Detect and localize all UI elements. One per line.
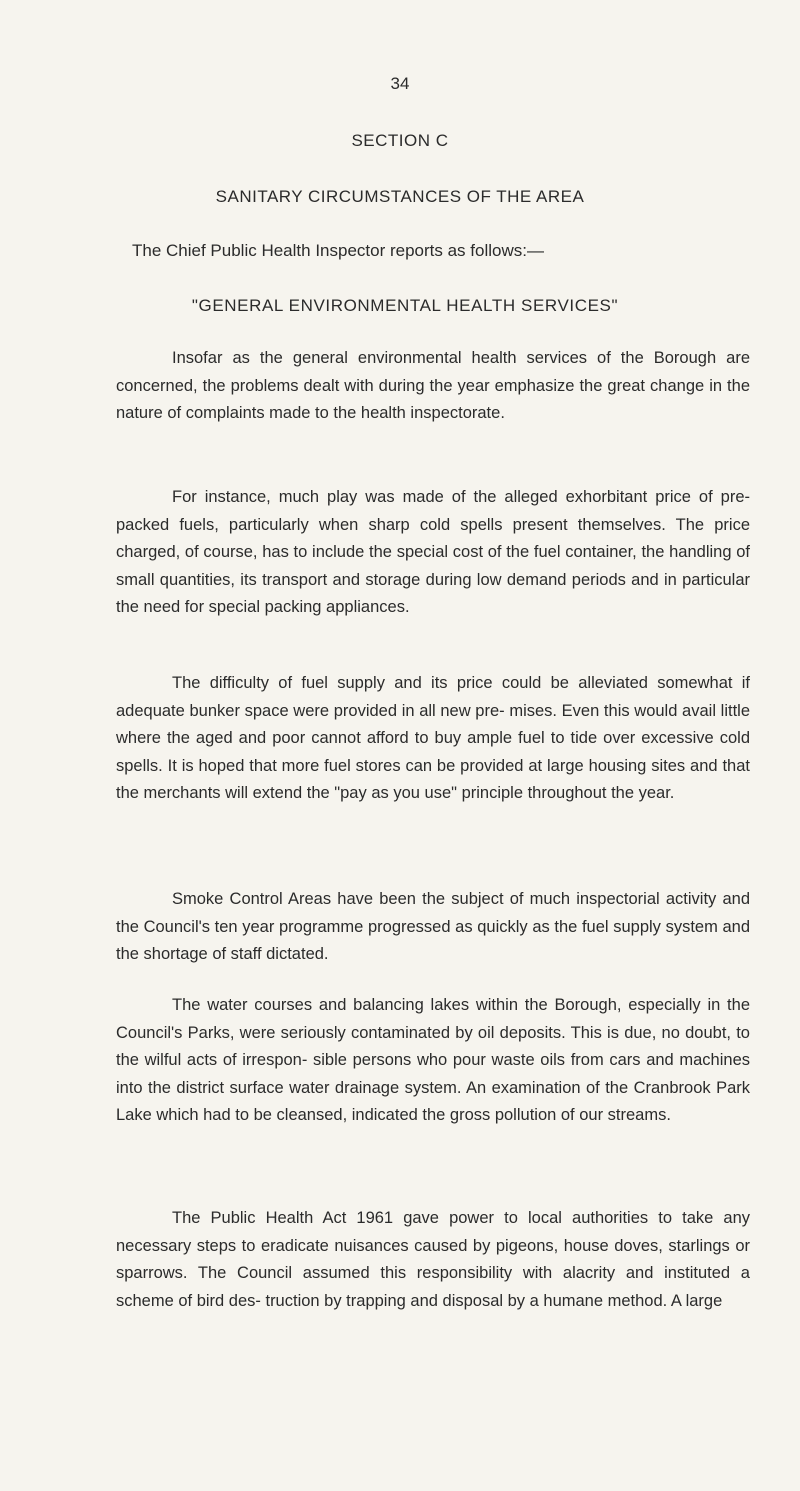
paragraph-insofar: Insofar as the general environmental health services of the Borough are concerned, the problems dealt with during the year emphasize the great change in the nature of complaints made to the health inspectorate. bbox=[116, 349, 750, 422]
paragraph-fuel-price: For instance, much play was made of the alleged exhorbitant price of pre-packed fuels, particularly when sharp cold spells present themselves. The price charged, of course, has to include the special cost of the fuel container, the handling of small quantities, its transport and storage during low demand periods and in particular the need for special packing appliances. bbox=[116, 488, 750, 616]
paragraph-water-courses: The water courses and balancing lakes within the Borough, especially in the Council's Parks, were seriously contaminated by oil deposits. This is due, no doubt, to the wilful acts of irrespon- sible persons who pour waste oils from cars and machines into the district surface water drainage system. An examination of the Cranbrook Park Lake which had to be cleansed, indicated the gross pollution of our streams. bbox=[116, 996, 750, 1124]
paragraph-smoke-control: Smoke Control Areas have been the subject of much inspectorial activity and the Council's ten year programme progressed as quickly as the fuel supply system and the shortage of staff dictated. bbox=[116, 890, 750, 963]
intro-line: The Chief Public Health Inspector reports as follows:— bbox=[132, 241, 544, 260]
section-label: SECTION C bbox=[351, 131, 449, 150]
paragraph-public-health-act: The Public Health Act 1961 gave power to local authorities to take any necessary steps to eradicate nuisances caused by pigeons, house doves, starlings or sparrows. The Council assumed this responsibility with alacrity and instituted a scheme of bird des- truction by trapping and disposal by a humane method. A large bbox=[116, 1209, 750, 1310]
page-number: 34 bbox=[390, 74, 410, 93]
subheading: "GENERAL ENVIRONMENTAL HEALTH SERVICES" bbox=[191, 296, 619, 315]
section-title: SANITARY CIRCUMSTANCES OF THE AREA bbox=[215, 187, 585, 206]
paragraph-fuel-supply: The difficulty of fuel supply and its price could be alleviated somewhat if adequate bunker space were provided in all new pre- mises. Even this would avail little where the aged and poor cannot afford to buy ample fuel to tide over excessive cold spells. It is hoped that more fuel stores can be provided at large housing sites and that the merchants will extend the "pay as you use" principle throughout the year. bbox=[116, 674, 750, 802]
